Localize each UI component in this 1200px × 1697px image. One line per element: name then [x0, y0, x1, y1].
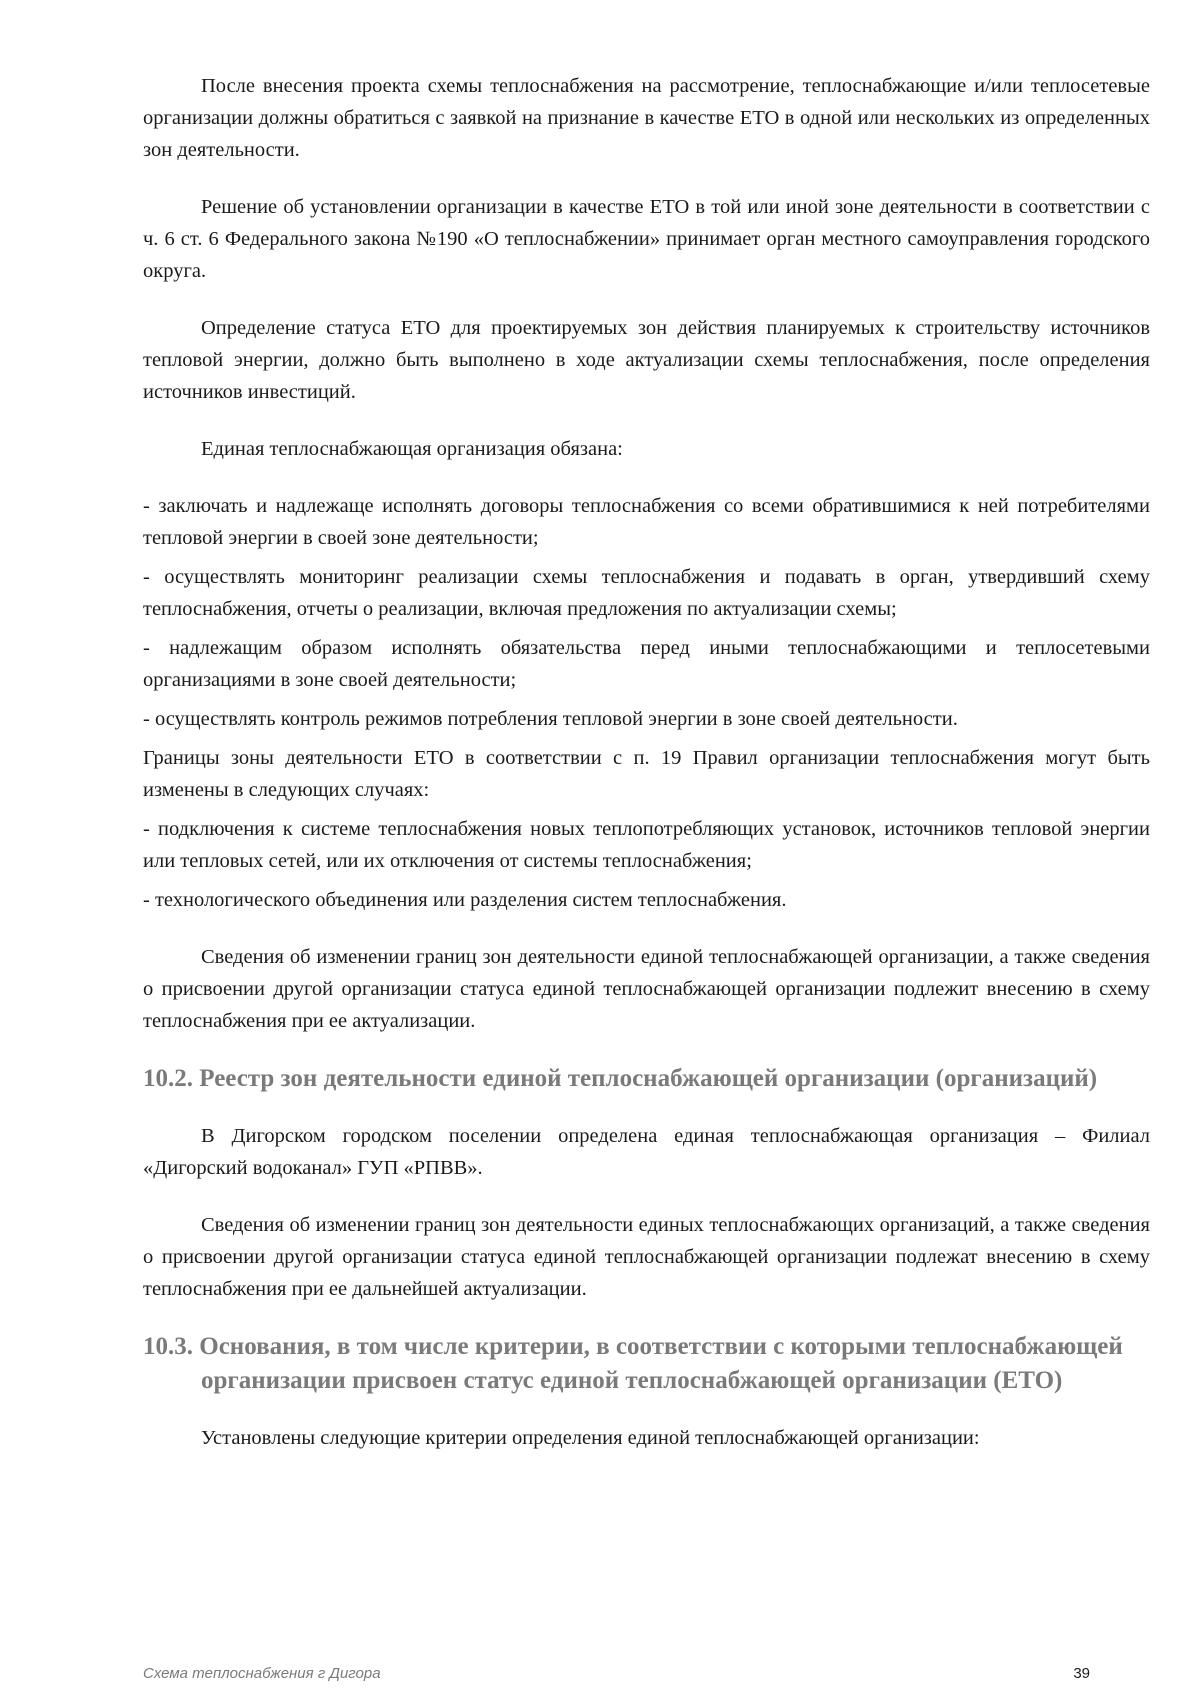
list-item: - надлежащим образом исполнять обязательства перед иными теплоснабжающими и теплосетевыми организациями в зоне своей деятельности; — [143, 637, 1150, 691]
list-item: - осуществлять мониторинг реализации схемы теплоснабжения и подавать в орган, утвердивший схему теплоснабжения, отчеты о реализации, включая предложения по актуализации схемы; — [143, 566, 1150, 620]
list-item: - осуществлять контроль режимов потребления тепловой энергии в зоне своей деятельности. — [143, 708, 958, 730]
paragraph: Сведения об изменении границ зон деятельности единых теплоснабжающих организаций, а также сведения о присвоении другой организации статуса единой теплоснабжающей организации подлежат внесению в схему теплоснабжения при ее дальнейшей актуализации. — [143, 1214, 1150, 1300]
footer-title: Схема теплоснабжения г Дигора — [143, 1665, 381, 1682]
list-item: - заключать и надлежаще исполнять договоры теплоснабжения со всеми обратившимися к ней потребителями тепловой энергии в своей зоне деятельности; — [143, 495, 1150, 549]
paragraph-lead-in: Единая теплоснабжающая организация обязана: — [201, 438, 623, 460]
paragraph: После внесения проекта схемы теплоснабжения на рассмотрение, теплоснабжающие и/или теплосетевые организации должны обратиться с заявкой на признание в качестве ЕТО в одной или нескольких из определенных зон деятельности. — [143, 75, 1150, 161]
paragraph: В Дигорском городском поселении определена единая теплоснабжающая организация – Филиал «Дигорский водоканал» ГУП «РПВВ». — [143, 1125, 1150, 1179]
paragraph: Установлены следующие критерии определения единой теплоснабжающей организации: — [201, 1427, 980, 1449]
section-heading-10-2: 10.2. Реестр зон деятельности единой теплоснабжающей организации (организаций) — [143, 1065, 1098, 1092]
section-heading-10-3: 10.3. Основания, в том числе критерии, в соответствии с которыми теплоснабжающей организации присвоен статус единой теплоснабжающей организации (ЕТО) — [143, 1333, 1123, 1394]
list-item: - подключения к системе теплоснабжения новых теплопотребляющих установок, источников тепловой энергии или тепловых сетей, или их отключения от системы теплоснабжения; — [143, 818, 1150, 872]
paragraph: Определение статуса ЕТО для проектируемых зон действия планируемых к строительству источников тепловой энергии, должно быть выполнено в ходе актуализации схемы теплоснабжения, после определения источников инвестиций. — [143, 317, 1150, 403]
document-body — [143, 70, 1150, 1454]
page-footer — [143, 1665, 1090, 1682]
list-item: - технологического объединения или разделения систем теплоснабжения. — [143, 889, 787, 911]
paragraph: Сведения об изменении границ зон деятельности единой теплоснабжающей организации, а также сведения о присвоении другой организации статуса единой теплоснабжающей организации подлежит внесению в схему теплоснабжения при ее актуализации. — [143, 946, 1150, 1032]
paragraph: Границы зоны деятельности ЕТО в соответствии с п. 19 Правил организации теплоснабжения могут быть изменены в следующих случаях: — [143, 747, 1150, 801]
paragraph: Решение об установлении организации в качестве ЕТО в той или иной зоне деятельности в соответствии с ч. 6 ст. 6 Федерального закона №190 «О теплоснабжении» принимает орган местного самоуправления городского округа. — [143, 196, 1150, 282]
page-number: 39 — [1073, 1665, 1090, 1682]
